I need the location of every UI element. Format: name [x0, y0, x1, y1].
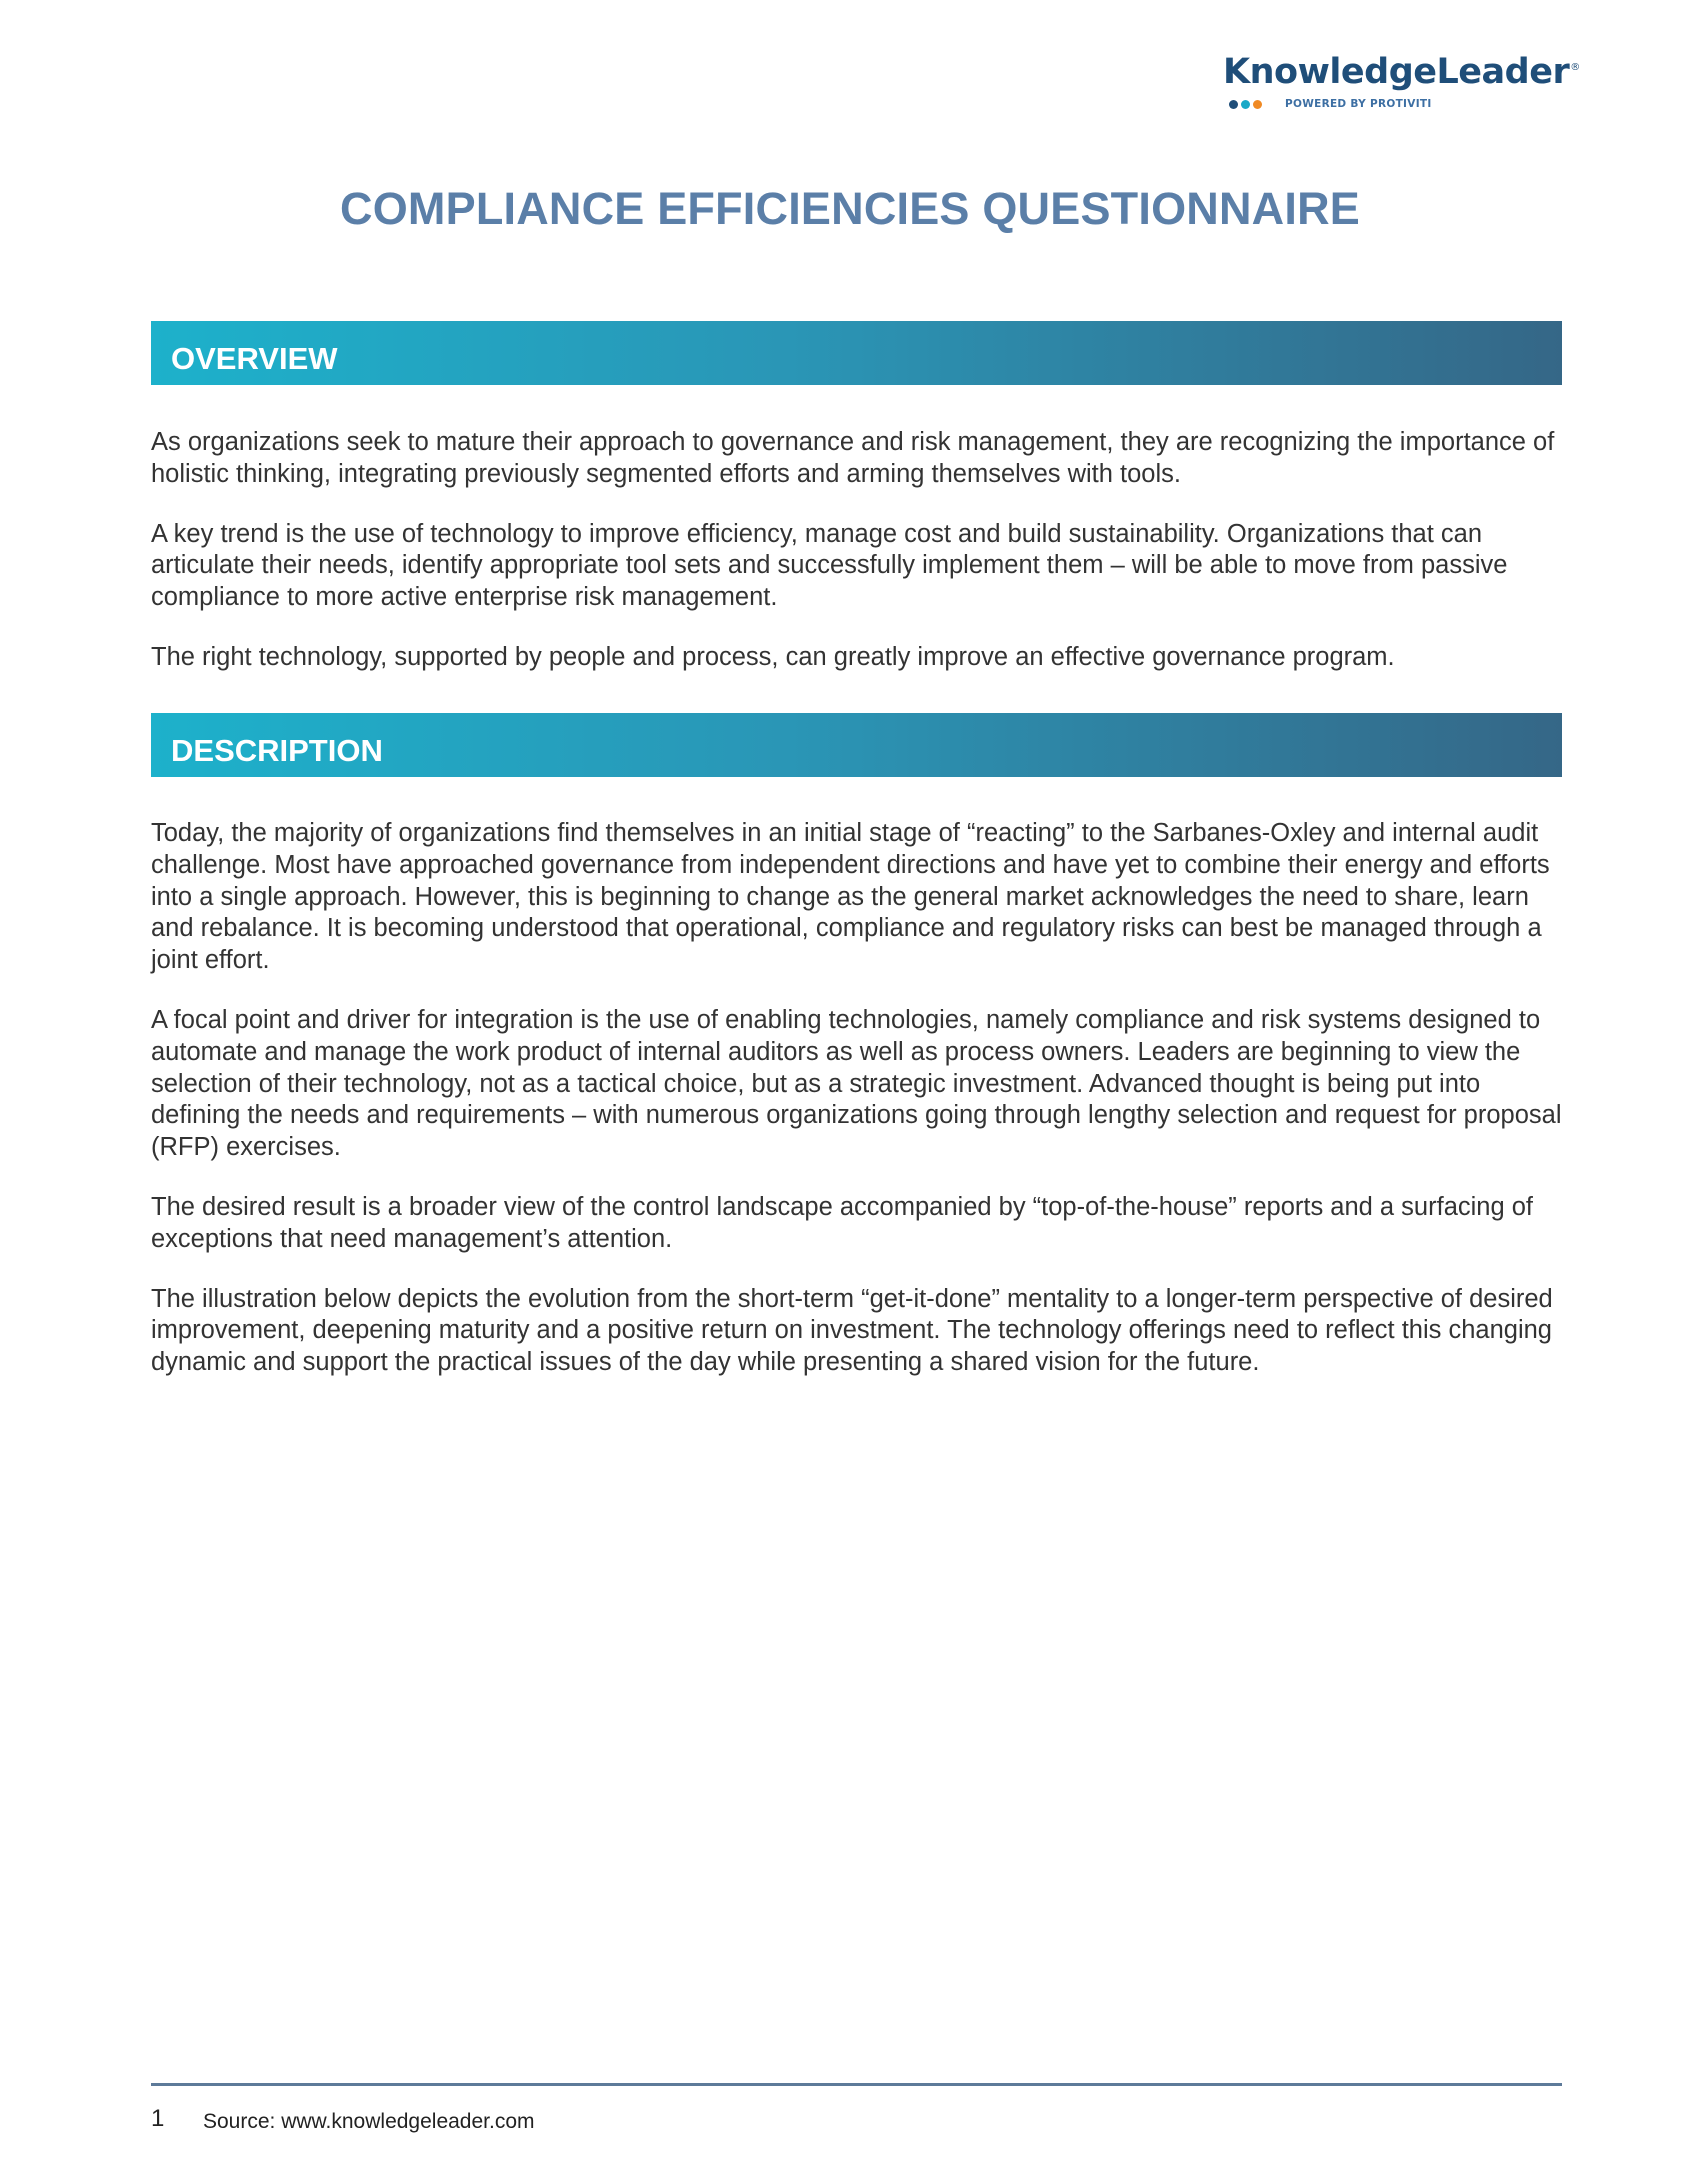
section-heading-overview: OVERVIEW — [151, 321, 1562, 385]
overview-paragraph-3: The right technology, supported by people and process, can greatly improve an effective governance program. — [151, 642, 1395, 671]
logo-dots-icon — [1229, 100, 1265, 109]
section-body-overview — [151, 427, 1571, 702]
section-heading-description: DESCRIPTION — [151, 713, 1562, 777]
overview-paragraph-1: As organizations seek to mature their approach to governance and risk management, they are recognizing the importance of holistic thinking, integrating previously segmented efforts and arming themselves with tools. — [151, 428, 1555, 488]
overview-paragraph-2: A key trend is the use of technology to improve efficiency, manage cost and build sustainability. Organizations that can articulate their needs, identify appropriate tool sets and successfully implement them – will be able to move from passive compliance to more active enterprise risk management. — [151, 519, 1508, 612]
description-paragraph-3: The desired result is a broader view of the control landscape accompanied by “top-of-the-house” reports and a surfacing of exceptions that need management’s attention. — [151, 1192, 1534, 1253]
description-paragraph-2: A focal point and driver for integration is the use of enabling technologies, namely compliance and risk systems designed to automate and manage the work product of internal auditors as well as process owners. Leaders are beginning to view the selection of their technology, not as a tactical choice, but as a strategic investment. Advanced thought is being put into defining the needs and requirements – with numerous organizations going through lengthy selection and request for proposal (RFP) exercises. — [151, 1005, 1562, 1162]
logo-tagline: POWERED BY PROTIVITI — [1285, 98, 1432, 110]
brand-logo — [1223, 52, 1580, 110]
logo-name: KnowledgeLeader — [1223, 52, 1570, 92]
logo-dot-1 — [1229, 100, 1238, 109]
page-number: 1 — [151, 2105, 165, 2132]
logo-dot-3 — [1253, 100, 1262, 109]
description-paragraph-4: The illustration below depicts the evolution from the short-term “get-it-done” mentality to a longer-term perspective of desired improvement, deepening maturity and a positive return on investment. The technology offerings need to reflect this changing dynamic and support the practical issues of the day while presenting a shared vision for the future. — [151, 1284, 1553, 1377]
logo-tagline-row — [1223, 98, 1563, 110]
description-paragraph-1: Today, the majority of organizations find themselves in an initial stage of “reacting” to the Sarbanes-Oxley and internal audit challenge. Most have approached governance from independent directions and have yet to combine their energy and efforts into a single approach. However, this is beginning to change as the general market acknowledges the need to share, learn and rebalance. It is becoming understood that operational, compliance and regulatory risks can best be managed through a joint effort. — [151, 819, 1550, 975]
logo-dot-2 — [1241, 100, 1250, 109]
logo-registered-mark: ® — [1570, 62, 1580, 74]
footer-divider — [151, 2083, 1562, 2086]
page-title: COMPLIANCE EFFICIENCIES QUESTIONNAIRE — [340, 183, 1360, 234]
footer-source: Source: www.knowledgeleader.com — [203, 2110, 535, 2133]
logo-wordmark — [1223, 52, 1580, 92]
section-body-description — [151, 818, 1571, 1407]
